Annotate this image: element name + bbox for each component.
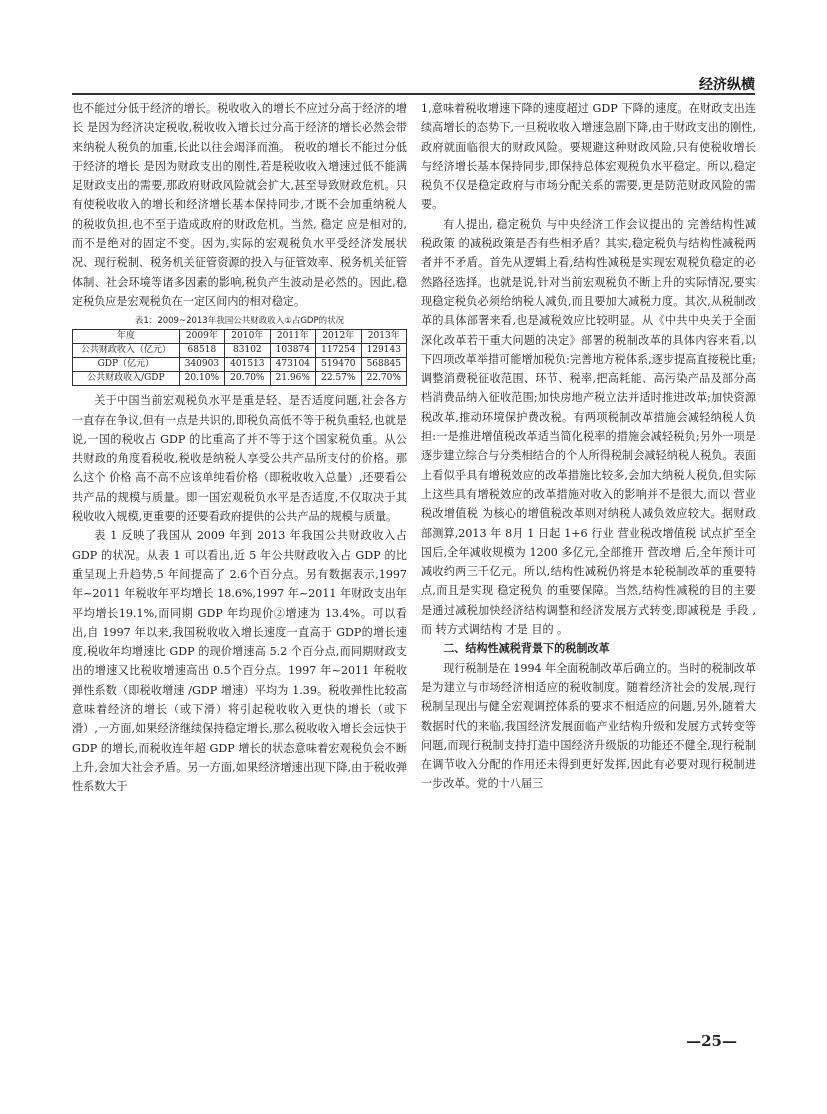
table-cell: 21.96% bbox=[270, 372, 315, 386]
table-row bbox=[73, 372, 407, 386]
table-cell: 340903 bbox=[179, 358, 224, 372]
table-header-row bbox=[73, 330, 407, 344]
header-divider bbox=[72, 93, 755, 95]
table-cell: 473104 bbox=[270, 358, 315, 372]
table-header-cell: 2013年 bbox=[361, 330, 406, 344]
table-cell: GDP（亿元） bbox=[73, 358, 180, 372]
paragraph: 1,意味着税收增速下降的速度超过 GDP 下降的速度。在财政支出连续高增长的态势下,一旦税收收入增速急剧下降,由于财政支出的刚性,政府就面临很大的财政风险。要规避这种财政风险,只有使税收增长与经济增长基本保持同步,即保持总体宏观税负水平稳定。所以,稳定税负不仅是稳定政府与市场分配关系的需要,更是防范财政风险的需要。 bbox=[421, 102, 756, 212]
table-row bbox=[73, 344, 407, 358]
paragraph: 表 1 反映了我国从 2009 年到 2013 年我国公共财政收入占 GDP 的状况。从表 1 可以看出,近 5 年公共财政收入占 GDP 的比重呈现上升趋势,5 年间提高了 2.6个百分点。另有数据表示,1997 年~2011 年税收年平均增长 18.6%,1997 年~2011 年财政支出年平均增长19.1%,而同期 GDP 年均现价②增速为 13.4%。可以看出,自 1997 年以来,我国税收收入增长速度一直高于 GDP的增长速度,税收年均增速比 GDP 的现价增速高 5.2 个百分点,而同期财政支出的增速又比税收增速高出 0.5个百分点。1997 年~2011 年税收弹性系数（即税收增速 /GDP 增速）平均为 1.39。税收弹性比较高意味着经济的增长（或下滑）将引起税收收入更快的增长（或下滑）,一方面,如果经济继续保持稳定增长,那么税收收入增长会远快于 GDP 的增长,而税收连年超 GDP 增长的状态意味着宏观税负会不断上升,会加大社会矛盾。另一方面,如果经济增速出现下降,由于税收弹性系数大于 bbox=[72, 529, 407, 794]
table-caption: 表1：2009~2013年我国公共财政收入①占GDP的状况 bbox=[134, 316, 345, 327]
table-cell: 103874 bbox=[270, 344, 315, 358]
paragraph: 现行税制是在 1994 年全面税制改革后确立的。当时的税制改革是为建立与市场经济相适应的税收制度。随着经济社会的发展,现行税制呈现出与健全宏观调控体系的要求不相适应的问题,另外,随着大数据时代的来临,我国经济发展面临产业结构升级和发展方式转变等问题,而现行税制支持打造中国经济升级版的功能还不健全,现行税制在调节收入分配的作用还未得到更好发挥,因此有必要对现行税制进一步改革。党的十八届三 bbox=[421, 661, 756, 791]
table-cell: 公共财政收入/GDP bbox=[73, 372, 180, 386]
right-column bbox=[421, 99, 756, 794]
table-header-cell: 2011年 bbox=[270, 330, 315, 344]
section-title: 经济纵横 bbox=[699, 77, 755, 93]
table-cell: 83102 bbox=[225, 344, 270, 358]
page-number: —25— bbox=[686, 1032, 737, 1050]
paragraph: 也不能过分低于经济的增长。税收收入的增长不应过分高于经济的增长 是因为经济决定税收,税收收入增长过分高于经济的增长必然会带来纳税人税负的加重,长此以往会竭泽而渔。 税收的增长不能过分低于经济的增长 是因为财政支出的刚性,若是税收收入增速过低不能满足财政支出的需要,那政府财政风险就会扩大,甚至导致财政危机。只有使税收收入的增长和经济增长基本保持同步,才既不会加重纳税人的税收负担,也不至于造成政府的财政危机。当然, 稳定 应是相对的,而不是绝对的固定不变。因为,实际的宏观税负水平受经济发展状况、现行税制、税务机关征管资源的投入与征管效率、税务机关征管体制、社会环境等诸多因素的影响,税负产生波动是必然的。因此,稳定税负应是宏观税负在一定区间内的相对稳定。 bbox=[72, 102, 407, 308]
paragraph: 有人提出, 稳定税负 与中央经济工作会议提出的 完善结构性减税政策 的减税政策是否有些相矛盾？其实,稳定税负与结构性减税两者并不矛盾。首先从逻辑上看,结构性减税是实现宏观税负稳定的必然路径选择。也就是说,针对当前宏观税负不断上升的实际情况,要实现稳定税负必须给纳税人减负,而且要加大减税力度。其次,从税制改革的具体部署来看,也是减税效应比较明显。从《中共中央关于全面深化改革若干重大问题的决定》部署的税制改革的具体内容来看,以下四项改革举措可能增加税负:完善地方税体系,逐步提高直接税比重;调整消费税征收范围、环节、税率,把高耗能、高污染产品及部分高档消费品纳入征收范围;加快房地产税立法并适时推进改革;加快资源税改革,推动环境保护费改税。有两项税制改革措施会减轻纳税人负担:一是推进增值税改革适当简化税率的措施会减轻税负;另外一项是逐步建立综合与分类相结合的个人所得税制会减轻纳税人税负。表面上看似乎具有增税效应的改革措施比较多,会加大纳税人税负,但实际上这些具有增税效应的改革措施对收入的影响并不是很大,而以 营业税改增值税 为核心的增值税改革则对纳税人减负效应较大。据财政部测算,2013 年 8月 1 日起 1+6 行业 营业税改增值税 试点扩至全国后,全年减收规模为 1200 多亿元,全部推开 营改增 后,全年预计可减收约两三千亿元。所以,结构性减税仍将是本轮税制改革的重要特点,而且是实现 稳定税负 的重要保障。当然,结构性减税的目的主要是通过减税加快经济结构调整和经济发展方式转变,即减税是 手段 ,而 转方式调结构 才是 目的 。 bbox=[421, 217, 756, 637]
table-cell: 22.57% bbox=[316, 372, 361, 386]
table-cell: 68518 bbox=[179, 344, 224, 358]
section-heading: 二、结构性减税背景下的税制改革 bbox=[443, 642, 610, 656]
table-cell: 公共财政收入（亿元） bbox=[73, 344, 180, 358]
table-cell: 20.70% bbox=[225, 372, 270, 386]
table-cell: 401513 bbox=[225, 358, 270, 372]
table-cell: 22.70% bbox=[361, 372, 406, 386]
paragraph: 关于中国当前宏观税负水平是重是轻、是否适度问题,社会各方一直存在争议,但有一点是共识的,即税负高低不等于税负重轻,也就是说,一国的税收占 GDP 的比重高了并不等于这个国家税负重。从公共财政的角度看税收,税收是纳税人享受公共产品所支付的价格。那么这个 价格 高不高不应该单纯看价格（即税收收入总量）,还要看公共产品的规模与质量。即一国宏观税负水平是否适度,不仅取决于其税收收入规模,更重要的还要看政府提供的公共产品的规模与质量。 bbox=[72, 394, 407, 524]
table-header-cell: 2012年 bbox=[316, 330, 361, 344]
table-cell: 20.10% bbox=[179, 372, 224, 386]
table-row bbox=[73, 358, 407, 372]
table-cell: 519470 bbox=[316, 358, 361, 372]
table-cell: 117254 bbox=[316, 344, 361, 358]
table-header-cell: 2009年 bbox=[179, 330, 224, 344]
table-cell: 129143 bbox=[361, 344, 406, 358]
left-column bbox=[72, 99, 407, 797]
table-header-cell: 年度 bbox=[73, 330, 180, 344]
table-cell: 568845 bbox=[361, 358, 406, 372]
revenue-gdp-table bbox=[72, 329, 407, 386]
table-header-cell: 2010年 bbox=[225, 330, 270, 344]
